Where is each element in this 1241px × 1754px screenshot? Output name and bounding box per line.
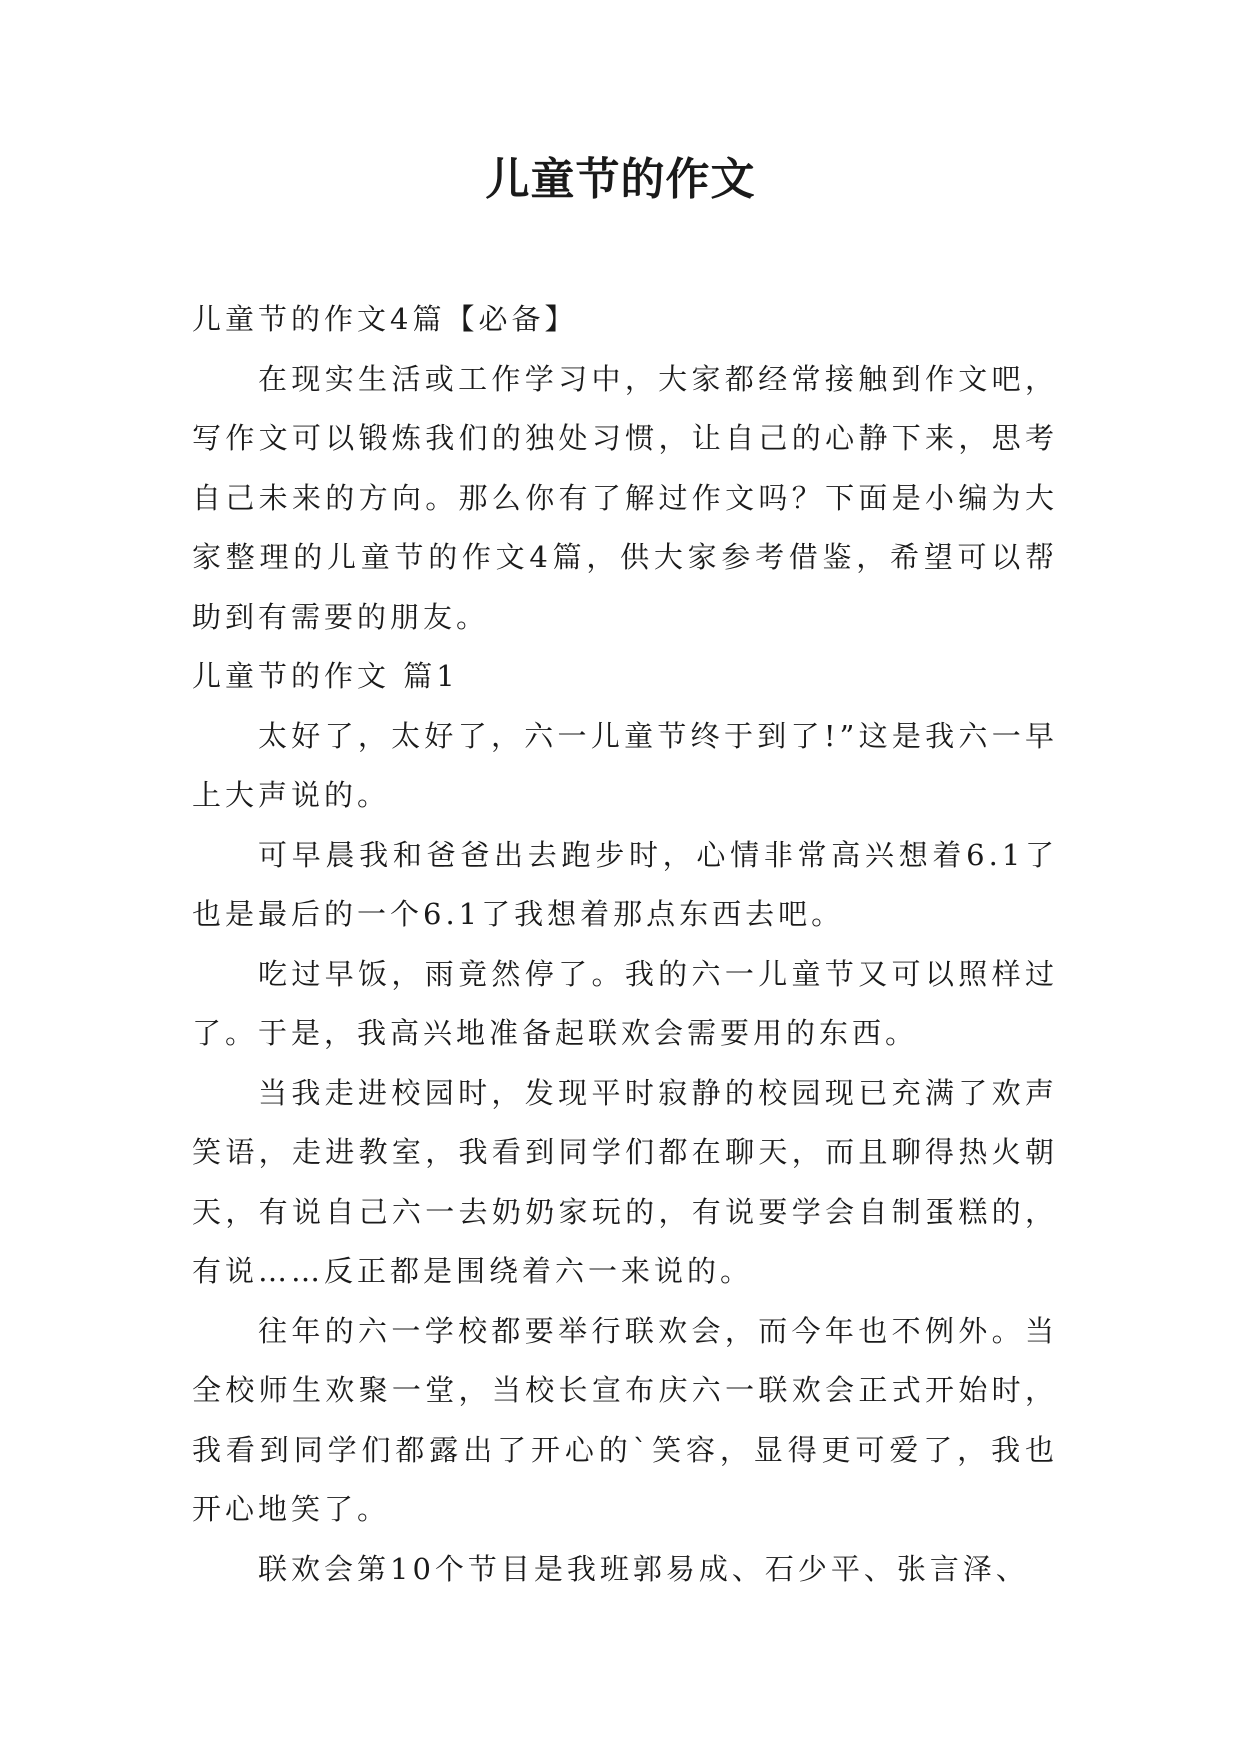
section-heading: 儿童节的作文 篇1 [192, 659, 459, 693]
document-title: 儿童节的作文 [485, 154, 756, 205]
body-paragraph: 当我走进校园时，发现平时寂静的校园现已充满了欢声笑语，走进教室，我看到同学们都在聊天，而且聊得热火朝天，有说自己六一去奶奶家玩的，有说要学会自制蛋糕的，有说……反正都是围绕着六一来说的。 [192, 1075, 1058, 1288]
intro-paragraph: 在现实生活或工作学习中，大家都经常接触到作文吧，写作文可以锻炼我们的独处习惯，让自己的心静下来，思考自己未来的方向。那么你有了解过作文吗？下面是小编为大家整理的儿童节的作文4篇，供大家参考借鉴，希望可以帮助到有需要的朋友。 [192, 361, 1058, 634]
body-paragraph: 联欢会第10个节目是我班郭易成、石少平、张言泽、 [258, 1551, 1029, 1586]
body-paragraph: 太好了，太好了，六一儿童节终于到了!”这是我六一早上大声说的。 [192, 718, 1058, 812]
body-paragraph: 可早晨我和爸爸出去跑步时，心情非常高兴想着6.1了也是最后的一个6.1了我想着那点东西去吧。 [192, 837, 1058, 931]
body-paragraph: 吃过早饭，雨竟然停了。我的六一儿童节又可以照样过了。于是，我高兴地准备起联欢会需要用的东西。 [192, 956, 1058, 1050]
article-subtitle: 儿童节的作文4篇【必备】 [192, 302, 578, 336]
body-paragraph: 往年的六一学校都要举行联欢会，而今年也不例外。当全校师生欢聚一堂，当校长宣布庆六一联欢会正式开始时，我看到同学们都露出了开心的`笑容，显得更可爱了，我也开心地笑了。 [192, 1313, 1058, 1526]
document-body [192, 290, 1058, 1599]
